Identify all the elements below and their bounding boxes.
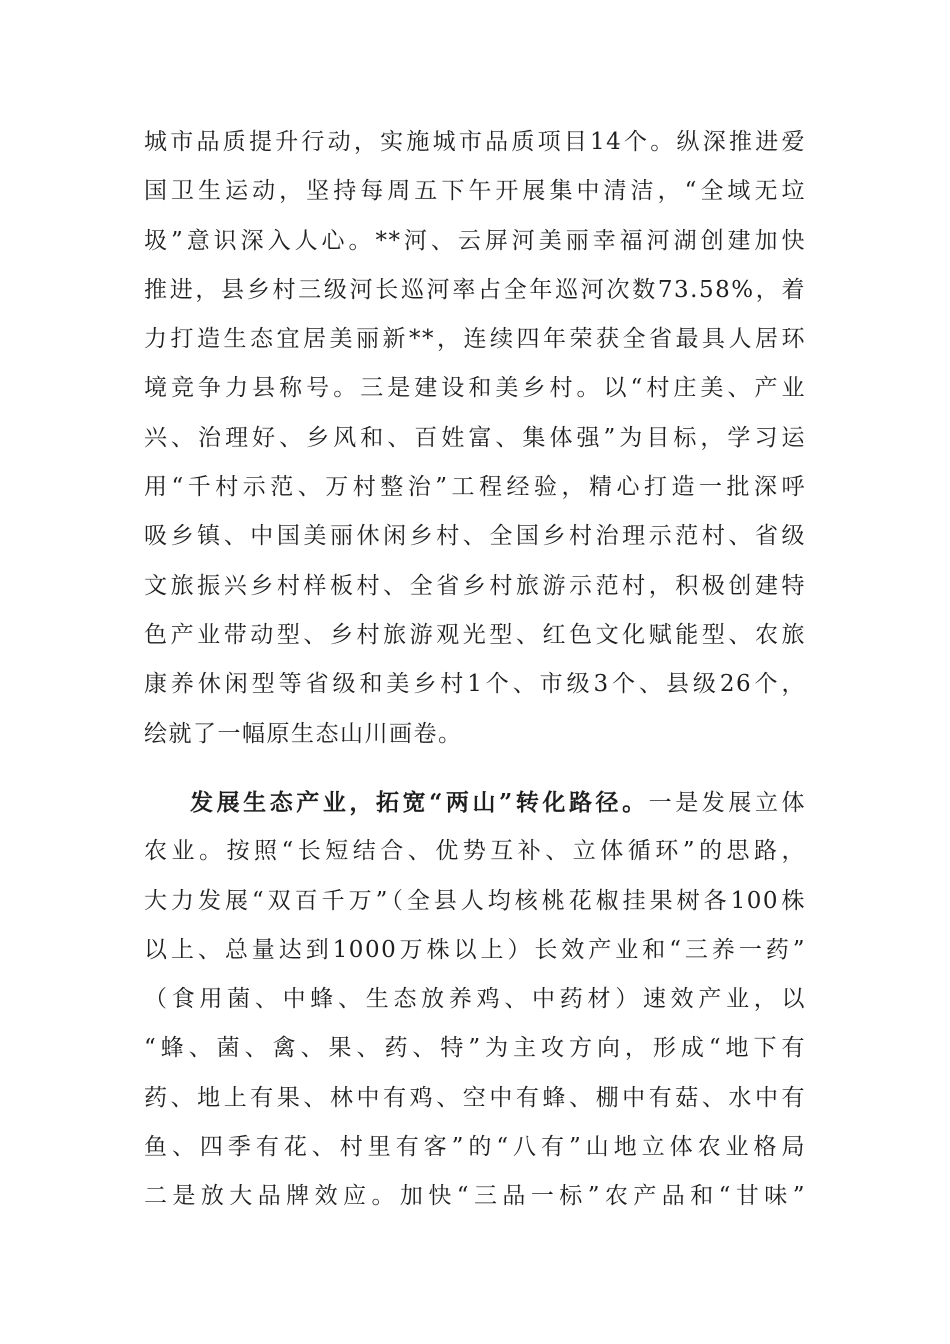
text-line: 用“千村示范、万村整治”工程经验，精心打造一批深呼 [144, 474, 806, 501]
text-line: 兴、治理好、乡风和、百姓富、集体强”为目标，学习运 [144, 424, 806, 451]
text-line: 城市品质提升行动，实施城市品质项目14个。纵深推进爱 [144, 129, 806, 155]
text-line: 文旅振兴乡村样板村、全省乡村旅游示范村，积极创建特 [144, 572, 806, 599]
paragraph-urban-rural-environment [144, 118, 806, 759]
text-line: 境竞争力县称号。三是建设和美乡村。以“村庄美、产业 [144, 375, 806, 402]
text-line: 药、地上有果、林中有鸡、空中有蜂、棚中有菇、水中有 [144, 1084, 806, 1111]
text-line: （食用菌、中蜂、生态放养鸡、中药材）速效产业，以 [144, 986, 806, 1013]
text-line: 色产业带动型、乡村旅游观光型、红色文化赋能型、农旅 [144, 621, 806, 648]
text-line: 大力发展“双百千万”（全县人均核桃花椒挂果树各100株 [144, 887, 806, 914]
text-line: 二是放大品牌效应。加快“三品一标”农产品和“甘味” [144, 1183, 806, 1210]
paragraph-heading: 发展生态产业，拓宽“两山”转化路径。 [190, 789, 649, 816]
text-line: 力打造生态宜居美丽新**，连续四年荣获全省最具人居环 [144, 326, 806, 353]
text-line: 绘就了一幅原生态山川画卷。 [144, 720, 463, 747]
text-line: 圾”意识深入人心。**河、云屏河美丽幸福河湖创建加快 [144, 227, 806, 254]
text-line: 推进，县乡村三级河长巡河率占全年巡河次数73.58%，着 [144, 276, 806, 303]
text-line: 鱼、四季有花、村里有客”的“八有”山地立体农业格局 [144, 1134, 806, 1161]
paragraph-first-line [144, 778, 806, 827]
text-line: 吸乡镇、中国美丽休闲乡村、全国乡村治理示范村、省级 [144, 523, 806, 550]
heading-continuation: 一是发展立体 [648, 790, 807, 816]
text-line: 农业。按照“长短结合、优势互补、立体循环”的思路， [144, 838, 806, 865]
paragraph-ecological-industry [144, 778, 806, 1222]
text-line: “蜂、菌、禽、果、药、特”为主攻方向，形成“地下有 [144, 1035, 806, 1062]
text-line: 以上、总量达到1000万株以上）长效产业和“三养一药” [144, 936, 806, 963]
text-line: 康养休闲型等省级和美乡村1个、市级3个、县级26个， [144, 671, 806, 698]
text-line: 国卫生运动，坚持每周五下午开展集中清洁，“全域无垃 [144, 178, 806, 205]
